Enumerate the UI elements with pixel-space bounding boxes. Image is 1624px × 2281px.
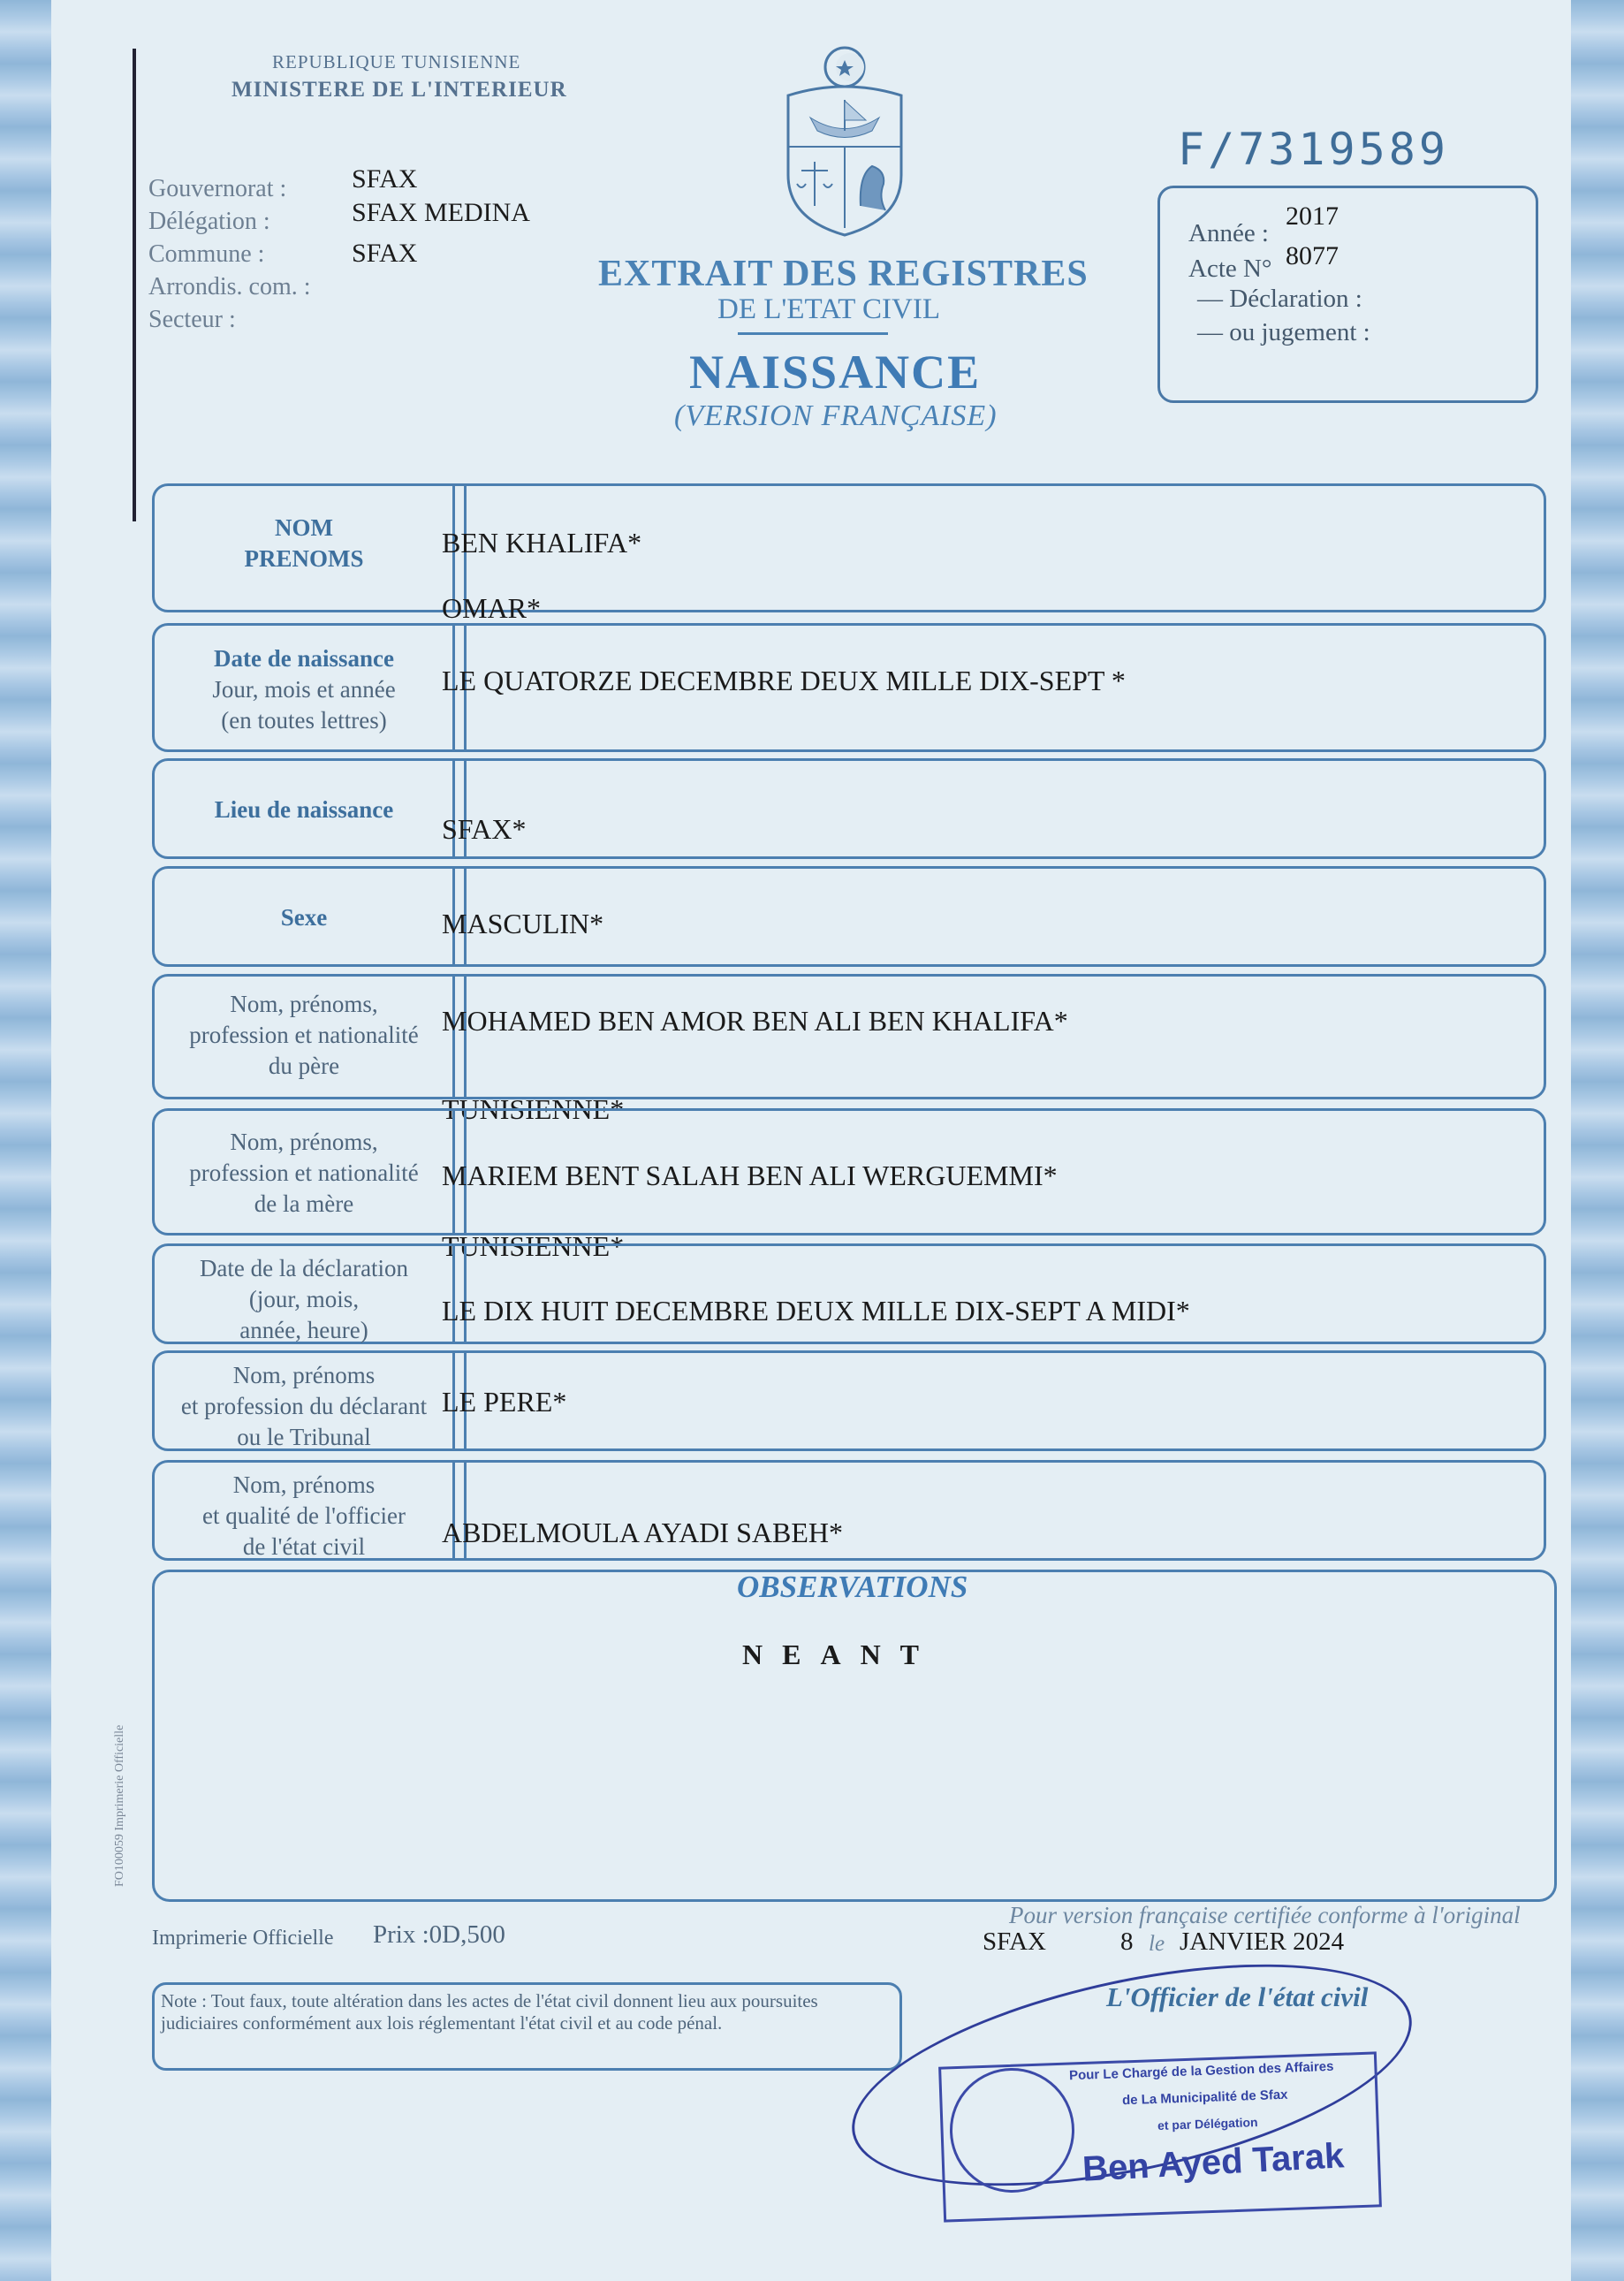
header-vertical-rule — [133, 49, 136, 521]
delegation-label: Délégation : — [148, 208, 270, 235]
document-subtitle: DE L'ETAT CIVIL — [717, 293, 940, 325]
officer-row — [152, 1460, 1546, 1561]
declarant-value: LE PERE* — [442, 1386, 567, 1418]
mother-nationality-value: TUNISIENNE* — [442, 1230, 625, 1262]
declarant-label-line3: ou le Tribunal — [237, 1424, 371, 1451]
governorate-label: Gouvernorat : — [148, 175, 287, 202]
birth-place-row-label — [155, 795, 453, 825]
father-label-line1: Nom, prénoms, — [230, 991, 378, 1017]
coat-of-arms-emblem — [779, 42, 910, 239]
act-number-value: 8077 — [1286, 241, 1339, 270]
observations-box — [152, 1570, 1557, 1902]
given-names-label: PRENOMS — [244, 545, 364, 573]
father-label-line3: du père — [268, 1053, 340, 1080]
sector-label: Secteur : — [148, 306, 236, 333]
mother-label-line2: profession et nationalité — [189, 1160, 419, 1187]
mother-label-line1: Nom, prénoms, — [230, 1129, 378, 1155]
right-guilloche-border — [1562, 0, 1624, 2281]
father-name-value: MOHAMED BEN AMOR BEN ALI BEN KHALIFA* — [442, 1005, 1068, 1037]
officer-value: ABDELMOULA AYADI SABEH* — [442, 1517, 843, 1548]
sex-label: Sexe — [280, 904, 328, 931]
arrondissement-label: Arrondis. com. : — [148, 273, 311, 300]
stamp-line1: Pour Le Chargé de la Gestion des Affaires — [1068, 2058, 1334, 2084]
declaration-date-row — [152, 1243, 1546, 1344]
commune-label: Commune : — [148, 240, 265, 268]
issue-day: 8 — [1120, 1927, 1134, 1956]
name-row-label — [155, 513, 453, 574]
birth-date-note: (en toutes lettres) — [221, 707, 387, 734]
version-label: (VERSION FRANÇAISE) — [674, 399, 998, 432]
officer-label-line3: de l'état civil — [242, 1533, 366, 1561]
declaration-date-label-line1: Date de la déclaration — [199, 1255, 409, 1281]
issue-date-le: le — [1149, 1932, 1165, 1956]
issue-city: SFAX — [983, 1927, 1046, 1956]
mother-label-line3: de la mère — [254, 1190, 354, 1218]
municipal-seal — [950, 2068, 1074, 2193]
price-label: Prix :0D,500 — [373, 1920, 505, 1949]
surname-label: NOM — [275, 514, 333, 541]
sex-row — [152, 866, 1546, 967]
officer-title: L'Officier de l'état civil — [1106, 1981, 1369, 2012]
birth-date-sublabel: Jour, mois et année — [212, 676, 396, 703]
judgement-type-label: — ou jugement : — [1197, 318, 1370, 346]
certification-statement: Pour version française certifiée conforme à l'original — [1009, 1902, 1521, 1928]
mother-name-value: MARIEM BENT SALAH BEN ALI WERGUEMMI* — [442, 1160, 1058, 1191]
serial-number: F/7319589 — [1178, 124, 1449, 175]
sex-value: MASCULIN* — [442, 908, 604, 939]
declarant-row-label — [155, 1360, 453, 1453]
observations-value: NEANT — [742, 1639, 939, 1670]
birth-date-row-label — [155, 643, 453, 736]
printer-side-code: FO100059 Imprimerie Officielle — [113, 1724, 126, 1887]
stamp-line3: et par Délégation — [1157, 2115, 1258, 2133]
declaration-date-row-label — [155, 1253, 453, 1346]
declarant-row — [152, 1350, 1546, 1451]
father-row-label — [155, 989, 453, 1082]
officer-label-line1: Nom, prénoms — [232, 1471, 376, 1498]
declaration-date-value: LE DIX HUIT DECEMBRE DEUX MILLE DIX-SEPT A MIDI* — [442, 1295, 1190, 1327]
declaration-date-label-line2: (jour, mois, — [248, 1286, 360, 1313]
sex-row-label — [155, 902, 453, 933]
ministry-label: MINISTERE DE L'INTERIEUR — [231, 78, 567, 102]
title-underline — [738, 332, 888, 335]
legal-note: Note : Tout faux, toute altération dans les actes de l'état civil donnent lieu aux poursuites judiciaires conformément aux lois réglementant l'état civil et au code pénal. — [161, 1990, 818, 2034]
delegation-value: SFAX MEDINA — [352, 198, 530, 227]
father-nationality-value: TUNISIENNE* — [442, 1093, 625, 1125]
act-type-title: NAISSANCE — [689, 346, 982, 399]
act-number-label: Acte N° — [1188, 255, 1272, 283]
declaration-date-label-line3: année, heure) — [239, 1317, 368, 1344]
declarant-label-line2: et profession du déclarant — [180, 1393, 428, 1420]
birth-date-value: LE QUATORZE DECEMBRE DEUX MILLE DIX-SEPT * — [442, 665, 1126, 696]
birth-place-value: SFAX* — [442, 813, 527, 845]
observations-title: OBSERVATIONS — [737, 1570, 968, 1604]
year-label: Année : — [1188, 219, 1269, 247]
birth-place-label: Lieu de naissance — [214, 796, 394, 823]
issue-month-year: JANVIER 2024 — [1180, 1927, 1345, 1956]
birth-place-row — [152, 758, 1546, 859]
stamp-signatory-name: Ben Ayed Tarak — [1081, 2136, 1346, 2189]
printer-label: Imprimerie Officielle — [152, 1927, 334, 1950]
document-title: EXTRAIT DES REGISTRES — [598, 254, 1089, 294]
governorate-value: SFAX — [352, 164, 418, 194]
commune-value: SFAX — [352, 239, 418, 268]
officer-row-label — [155, 1470, 453, 1562]
year-value: 2017 — [1286, 201, 1339, 231]
father-label-line2: profession et nationalité — [189, 1022, 419, 1049]
given-names-value: OMAR* — [442, 592, 542, 624]
surname-value: BEN KHALIFA* — [442, 527, 642, 559]
name-row — [152, 483, 1546, 612]
birth-date-label: Date de naissance — [214, 645, 394, 672]
republic-label: REPUBLIQUE TUNISIENNE — [272, 51, 521, 72]
declaration-type-label: — Déclaration : — [1197, 285, 1362, 313]
stamp-line2: de La Municipalité de Sfax — [1121, 2087, 1288, 2109]
officer-label-line2: et qualité de l'officier — [201, 1502, 406, 1530]
declarant-label-line1: Nom, prénoms — [232, 1362, 376, 1388]
mother-row-label — [155, 1127, 453, 1220]
